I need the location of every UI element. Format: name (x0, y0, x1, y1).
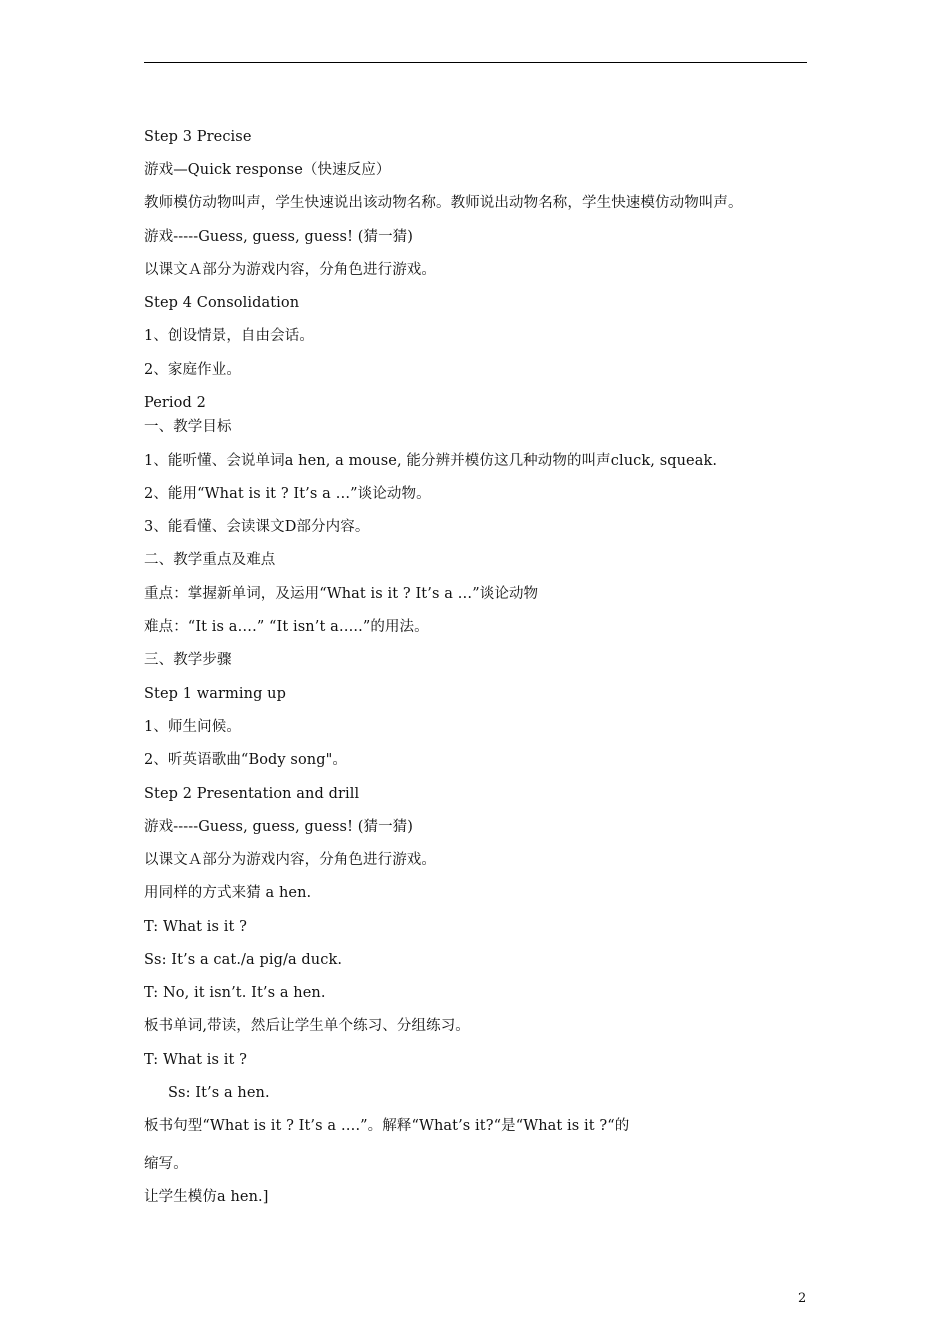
text-line: 难点：“It is a….” “It isn’t a…..”的用法。 (144, 619, 429, 635)
text-line: 板书单词,带读，然后让学生单个练习、分组练习。 (144, 1018, 470, 1034)
text-line: 游戏-----Guess, guess, guess! (猜一猜) (144, 229, 414, 245)
text-line: 缩写。 (144, 1156, 188, 1172)
text-line: T: No, it isn’t. It’s a hen. (144, 985, 326, 1001)
text-line: 二、教学重点及难点 (144, 552, 276, 568)
text-line: 2、能用“What is it ? It’s a …”谈论动物。 (144, 486, 431, 502)
text-line: 以课文Ａ部分为游戏内容，分角色进行游戏。 (144, 852, 436, 868)
text-line: 教师模仿动物叫声，学生快速说出该动物名称。教师说出动物名称，学生快速模仿动物叫声。 (144, 195, 743, 211)
text-line: Period 2 (144, 395, 206, 411)
text-line: 2、家庭作业。 (144, 362, 241, 378)
text-line: 1、创设情景，自由会话。 (144, 328, 314, 344)
text-line: 1、能听懂、会说单词a hen, a mouse, 能分辨并模仿这几种动物的叫声cluck, squeak. (144, 453, 718, 469)
text-line: 重点：掌握新单词，及运用“What is it ? It’s a …”谈论动物 (144, 586, 539, 602)
text-line: Step 4 Consolidation (144, 295, 300, 311)
text-line: 以课文Ａ部分为游戏内容，分角色进行游戏。 (144, 262, 436, 278)
text-line: Step 3 Precise (144, 129, 252, 145)
text-line: 1、师生问候。 (144, 719, 241, 735)
text-line: 游戏-----Guess, guess, guess! (猜一猜) (144, 819, 414, 835)
text-line: T: What is it ? (144, 919, 248, 935)
text-line: 一、教学目标 (144, 419, 232, 435)
text-line: 让学生模仿a hen.] (144, 1189, 269, 1205)
text-line: T: What is it ? (144, 1052, 248, 1068)
text-line: 用同样的方式来猜 a hen. (144, 885, 312, 901)
text-line: 板书句型“What is it ? It’s a ….”。解释“What’s it?“是“What is it ?“的 (144, 1118, 630, 1134)
text-line: 三、教学步骤 (144, 652, 232, 668)
text-line: 游戏—Quick response（快速反应） (144, 162, 391, 178)
header-rule (144, 62, 807, 63)
text-line: Step 1 warming up (144, 686, 286, 702)
text-line: Step 2 Presentation and drill (144, 786, 360, 802)
text-line: 3、能看懂、会读课文D部分内容。 (144, 519, 370, 535)
text-line: 2、听英语歌曲“Body song"。 (144, 752, 347, 768)
text-line: Ss: It’s a hen. (168, 1085, 270, 1101)
text-line: Ss: It’s a cat./a pig/a duck. (144, 952, 343, 968)
page-number: 2 (798, 1291, 807, 1306)
